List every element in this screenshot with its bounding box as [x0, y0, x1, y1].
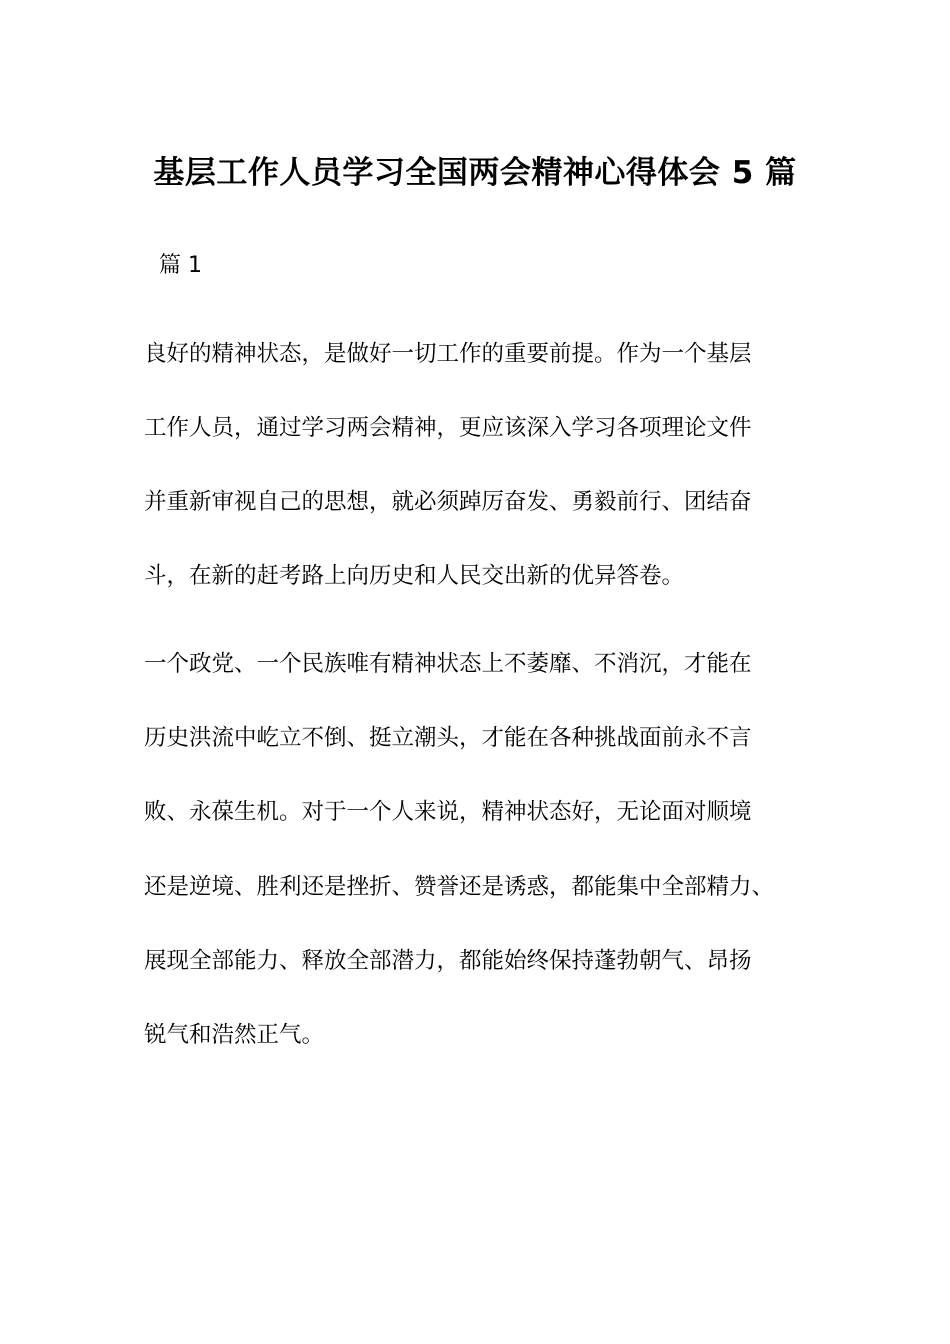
- paragraph-line: 锐气和浩然正气。: [144, 1022, 325, 1048]
- document-title: 基层工作人员学习全国两会精神心得体会 5 篇: [153, 155, 797, 191]
- paragraph-line: 斗，在新的赶考路上向历史和人民交出新的优异答卷。: [144, 563, 685, 589]
- paragraph-line: 工作人员，通过学习两会精神，更应该深入学习各项理论文件: [144, 415, 752, 441]
- paragraph-line: 历史洪流中屹立不倒、挺立潮头，才能在各种挑战面前永不言: [144, 725, 752, 751]
- paragraph-line: 展现全部能力、释放全部潜力，都能始终保持蓬勃朝气、昂扬: [144, 948, 752, 974]
- paragraph-line: 良好的精神状态，是做好一切工作的重要前提。作为一个基层: [144, 341, 752, 367]
- paragraph-line: 败、永葆生机。对于一个人来说，精神状态好，无论面对顺境: [144, 799, 752, 825]
- section-label: 篇 1: [159, 253, 202, 278]
- paragraph-line: 并重新审视自己的思想，就必须踔厉奋发、勇毅前行、团结奋: [144, 489, 752, 515]
- paragraph-line: 还是逆境、胜利还是挫折、赞誉还是诱惑，都能集中全部精力、: [144, 874, 775, 900]
- paragraph-line: 一个政党、一个民族唯有精神状态上不萎靡、不消沉，才能在: [144, 651, 752, 677]
